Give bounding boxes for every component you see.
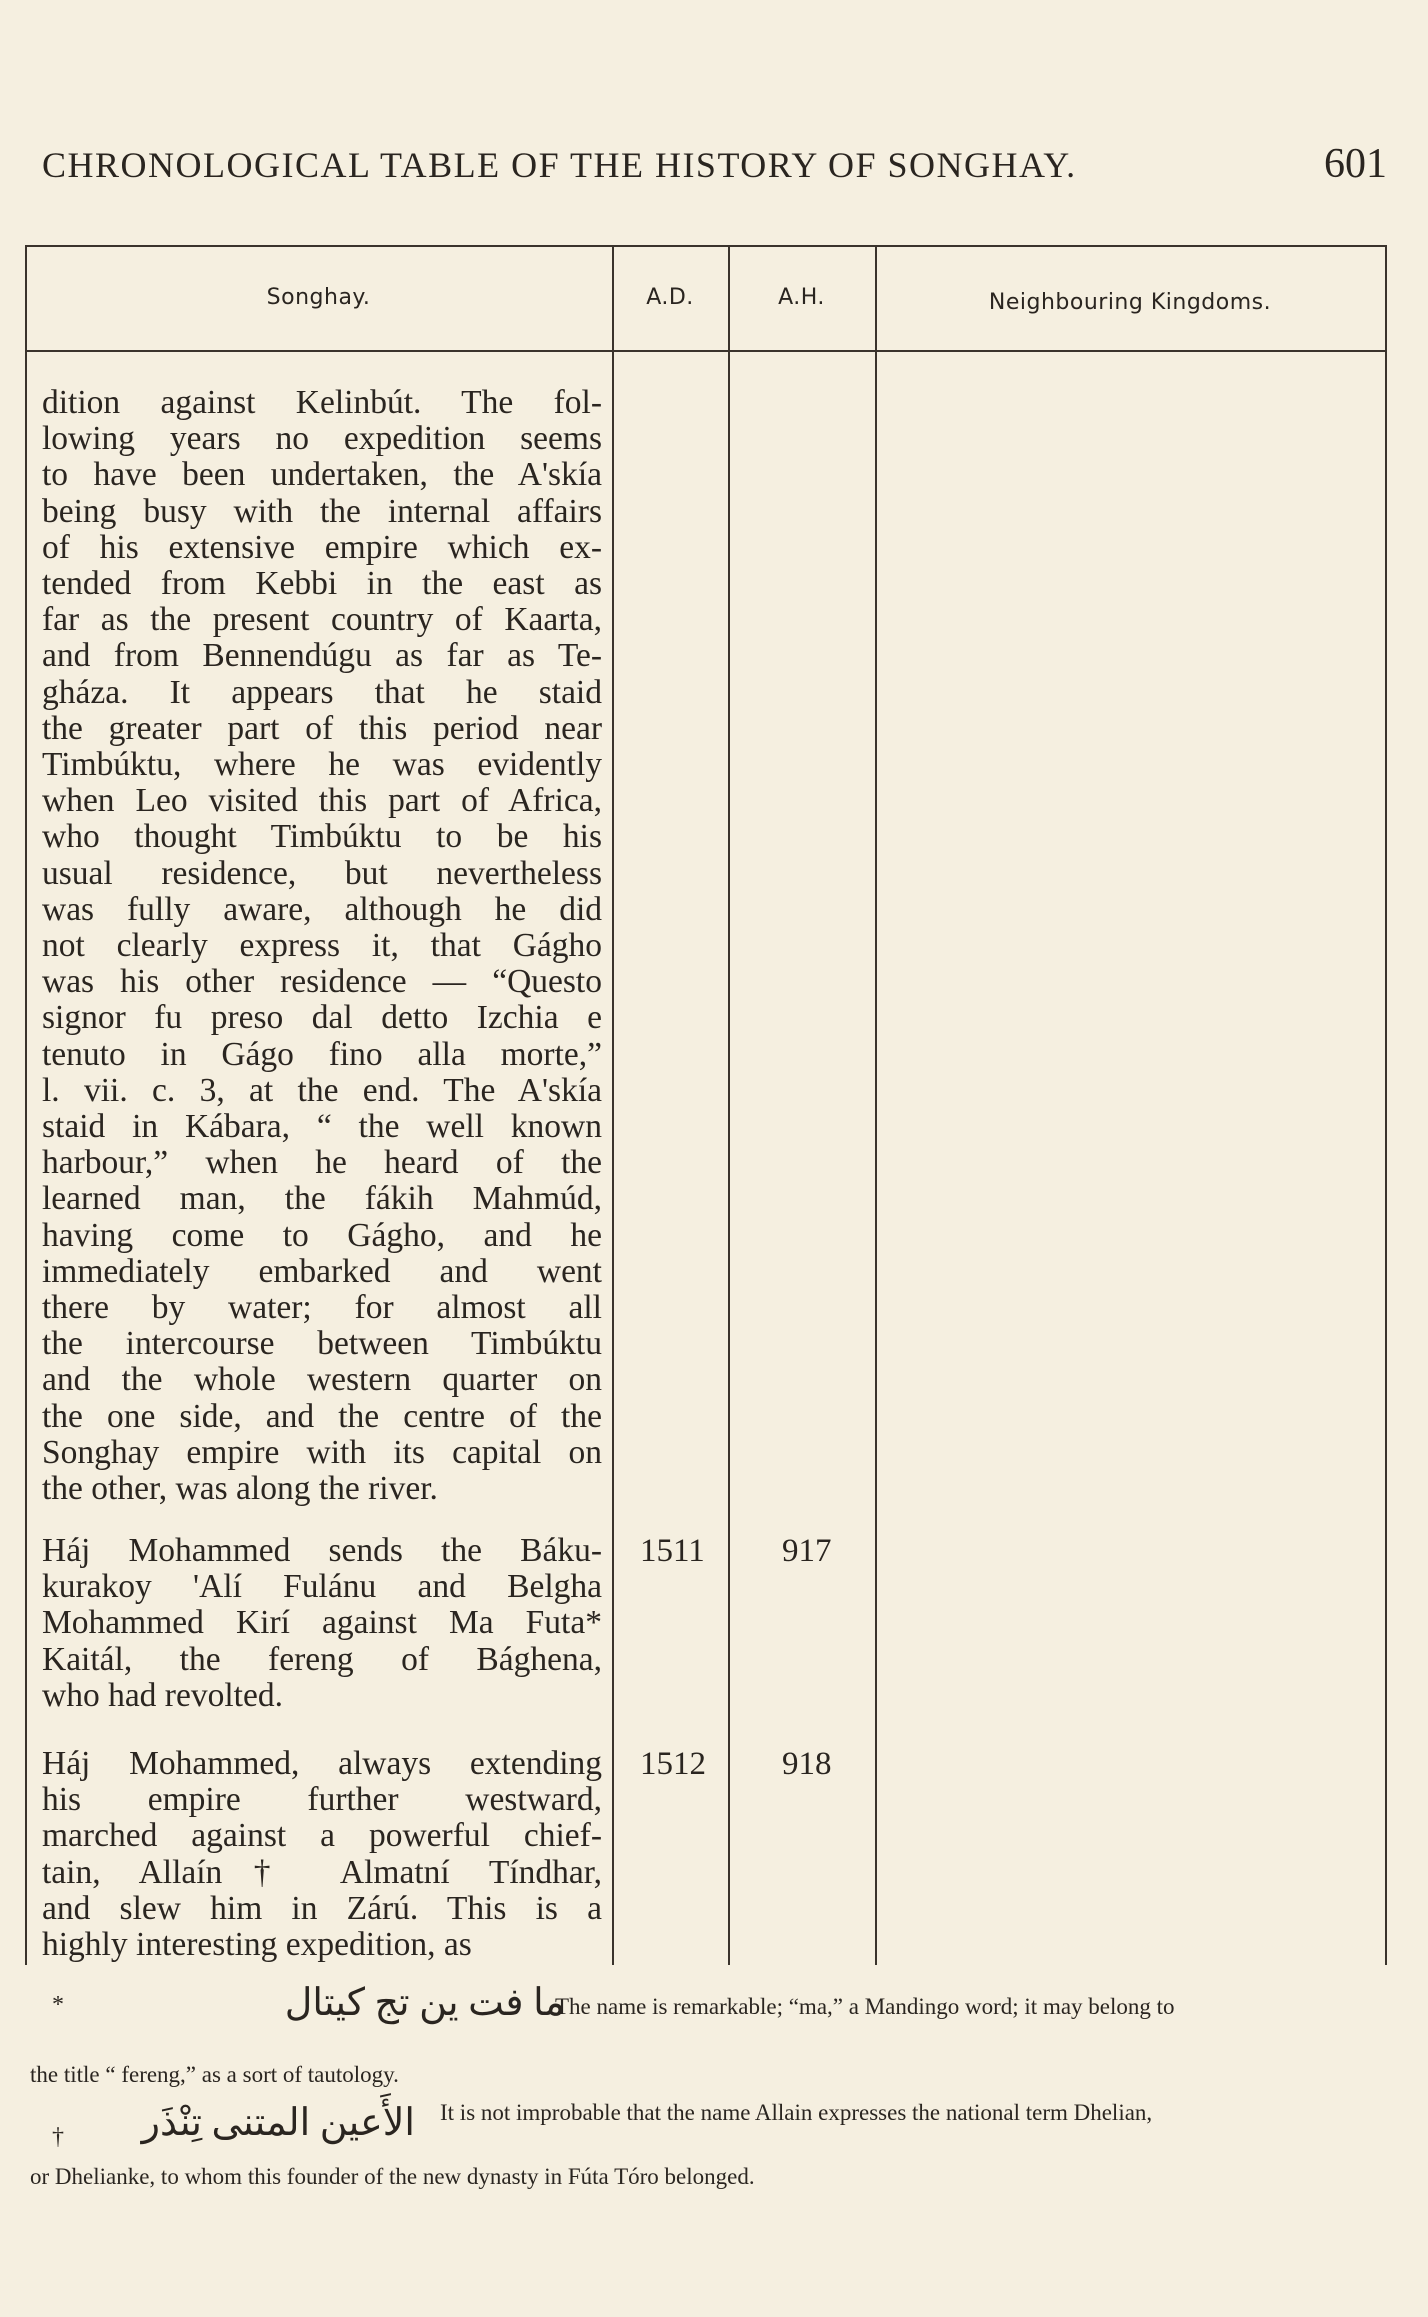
footnote-marker: † (52, 2124, 64, 2150)
footnote-text: It is not improbable that the name Allain expresses the national term Dhelian, (440, 2100, 1153, 2125)
column-header-neighbouring: Neighbouring Kingdoms. (988, 290, 1272, 315)
footnote-marker: * (52, 1992, 64, 2018)
entry-line: Songhay empire with its capital on (42, 1433, 602, 1471)
header-rule (25, 350, 612, 352)
entry-line: the greater part of this period near (42, 709, 602, 747)
entry-line: not clearly express it, that Gágho (42, 927, 602, 965)
entry-line: highly interesting expedition, as (42, 1926, 472, 1964)
entry-line: immediately embarked and went (42, 1252, 602, 1290)
column-rule (728, 245, 730, 1965)
footnote-arabic: ما فت ين تج كيتال (284, 1982, 565, 2024)
column-rule (25, 245, 27, 1965)
entry-ad-year: 1512 (640, 1746, 706, 1782)
column-rule (875, 245, 877, 1965)
entry-line: the one side, and the centre of the (42, 1397, 602, 1435)
entry-line: and from Bennendúgu as far as Te- (42, 637, 602, 675)
column-header-songhay: Songhay. (266, 285, 371, 310)
entry-line: Kaitál, the fereng of Bághena, (42, 1640, 602, 1678)
column-rule (612, 245, 614, 1965)
entry-line: the intercourse between Timbúktu (42, 1325, 602, 1363)
entry-line: having come to Gágho, and he (42, 1216, 602, 1254)
entry-line: lowing years no expedition seems (42, 420, 602, 458)
entry-text (42, 1533, 602, 1714)
footnote-text: The name is remarkable; “ma,” a Mandingo word; it may belong to (555, 1994, 1175, 2019)
entry-text (42, 385, 602, 1507)
entry-line: the other, was along the river. (42, 1470, 438, 1508)
entry-line: tenuto in Gágo fino alla morte,” (42, 1035, 602, 1073)
entry-ad-year: 1511 (640, 1533, 705, 1569)
entry-line: tended from Kebbi in the east as (42, 565, 602, 603)
entry-line: far as the present country of Kaarta, (42, 601, 602, 639)
entry-line: marched against a powerful chief- (42, 1817, 602, 1855)
entry-line: Timbúktu, where he was evidently (42, 746, 602, 784)
column-header-ad: A.D. (646, 285, 694, 310)
entry-line: staid in Kábara, “ the well known (42, 1108, 602, 1146)
footnote-continuation: the title “ fereng,” as a sort of tautology. (30, 2062, 399, 2087)
entry-line: Háj Mohammed sends the Báku- (42, 1532, 602, 1569)
entry-line: Mohammed Kirí against Ma Futa* (42, 1604, 602, 1642)
entry-line: who thought Timbúktu to be his (42, 818, 602, 856)
header-rule (875, 350, 1385, 352)
page-number: 601 (1324, 141, 1387, 187)
entry-line: usual residence, but nevertheless (42, 854, 602, 892)
entry-line: when Leo visited this part of Africa, (42, 782, 602, 820)
header-rule (612, 350, 728, 352)
entry-line: l. vii. c. 3, at the end. The A'skía (42, 1071, 602, 1109)
entry-line: kurakoy 'Alí Fulánu and Belgha (42, 1568, 602, 1606)
footnote-continuation: or Dhelianke, to whom this founder of the new dynasty in Fúta Tóro belonged. (30, 2164, 755, 2189)
table-top-rule (25, 245, 1387, 247)
entry-text (42, 1746, 602, 1963)
column-header-ah: A.H. (778, 285, 825, 310)
header-rule (728, 350, 875, 352)
entry-line: was his other residence — “Questo (42, 963, 602, 1001)
entry-ah-year: 917 (782, 1533, 832, 1569)
entry-line: signor fu preso dal detto Izchia e (42, 999, 602, 1037)
entry-line: learned man, the fákih Mahmúd, (42, 1180, 602, 1218)
entry-line: and the whole western quarter on (42, 1361, 602, 1399)
column-rule (1385, 245, 1387, 1965)
entry-line: dition against Kelinbút. The fol- (42, 384, 602, 421)
entry-line: his empire further westward, (42, 1781, 602, 1819)
entry-line: harbour,” when he heard of the (42, 1144, 602, 1182)
entry-line: tain, Allaín† Almatní Tíndhar, (42, 1853, 602, 1891)
running-header (42, 140, 1387, 188)
entry-line: of his extensive empire which ex- (42, 528, 602, 566)
page-title: CHRONOLOGICAL TABLE OF THE HISTORY OF SONGHAY. (42, 145, 1077, 185)
entry-line: being busy with the internal affairs (42, 492, 602, 530)
entry-line: who had revolted. (42, 1676, 283, 1714)
footnote-arabic: الأَعين المتنى تِنْذَر (141, 2102, 415, 2144)
entry-line: gháza. It appears that he staid (42, 673, 602, 711)
entry-line: and slew him in Zárú. This is a (42, 1889, 602, 1927)
entry-line: there by water; for almost all (42, 1289, 602, 1327)
entry-line: Háj Mohammed, always extending (42, 1745, 602, 1782)
entry-line: to have been undertaken, the A'skía (42, 456, 602, 494)
entry-line: was fully aware, although he did (42, 890, 602, 928)
entry-ah-year: 918 (782, 1746, 832, 1782)
